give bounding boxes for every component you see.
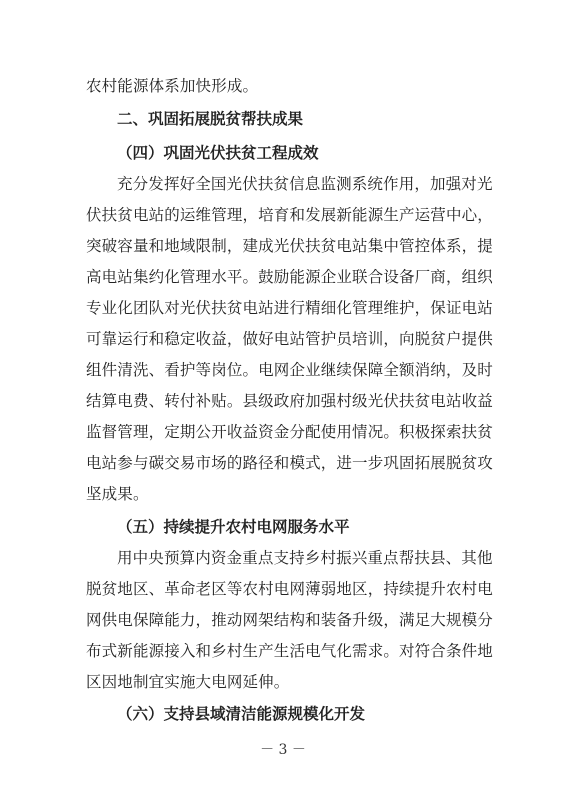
paragraph-line: 农村能源体系加快形成。 bbox=[86, 77, 259, 95]
paragraph-line: 可靠运行和稳定收益，做好电站管护员培训，向脱贫户提供 bbox=[86, 330, 493, 348]
paragraph-line: 网供电保障能力，推动网架结构和装备升级，满足大规模分 bbox=[86, 611, 493, 629]
paragraph-line: 脱贫地区、革命老区等农村电网薄弱地区，持续提升农村电 bbox=[86, 580, 493, 598]
paragraph-line: 专业化团队对光伏扶贫电站进行精细化管理维护，保证电站 bbox=[86, 299, 493, 317]
paragraph-line: 高电站集约化管理水平。鼓励能源企业联合设备厂商，组织 bbox=[86, 268, 493, 286]
page-number: － 3 － bbox=[260, 742, 306, 758]
paragraph-line: 电站参与碳交易市场的路径和模式，进一步巩固拓展脱贫攻 bbox=[86, 454, 493, 472]
subsection-heading: （五）持续提升农村电网服务水平 bbox=[117, 517, 350, 536]
paragraph-line: 充分发挥好全国光伏扶贫信息监测系统作用，加强对光 bbox=[117, 175, 493, 193]
paragraph-line: 监督管理，定期公开收益资金分配使用情况。积极探索扶贫 bbox=[86, 423, 493, 441]
paragraph-line: 结算电费、转付补贴。县级政府加强村级光伏扶贫电站收益 bbox=[86, 392, 493, 410]
paragraph-line: 布式新能源接入和乡村生产生活电气化需求。对符合条件地 bbox=[86, 642, 493, 660]
subsection-heading: （四）巩固光伏扶贫工程成效 bbox=[117, 143, 319, 162]
paragraph-line: 坚成果。 bbox=[86, 485, 149, 503]
paragraph-line: 组件清洗、看护等岗位。电网企业继续保障全额消纳，及时 bbox=[86, 361, 493, 379]
section-heading: 二、巩固拓展脱贫帮扶成果 bbox=[117, 110, 304, 128]
subsection-heading: （六）支持县域清洁能源规模化开发 bbox=[117, 704, 366, 723]
paragraph-line: 用中央预算内资金重点支持乡村振兴重点帮扶县、其他 bbox=[117, 549, 493, 567]
paragraph-line: 伏扶贫电站的运维管理，培育和发展新能源生产运营中心， bbox=[86, 206, 493, 224]
paragraph-line: 突破容量和地域限制，建成光伏扶贫电站集中管控体系，提 bbox=[86, 237, 493, 255]
paragraph-line: 区因地制宜实施大电网延伸。 bbox=[86, 673, 290, 691]
